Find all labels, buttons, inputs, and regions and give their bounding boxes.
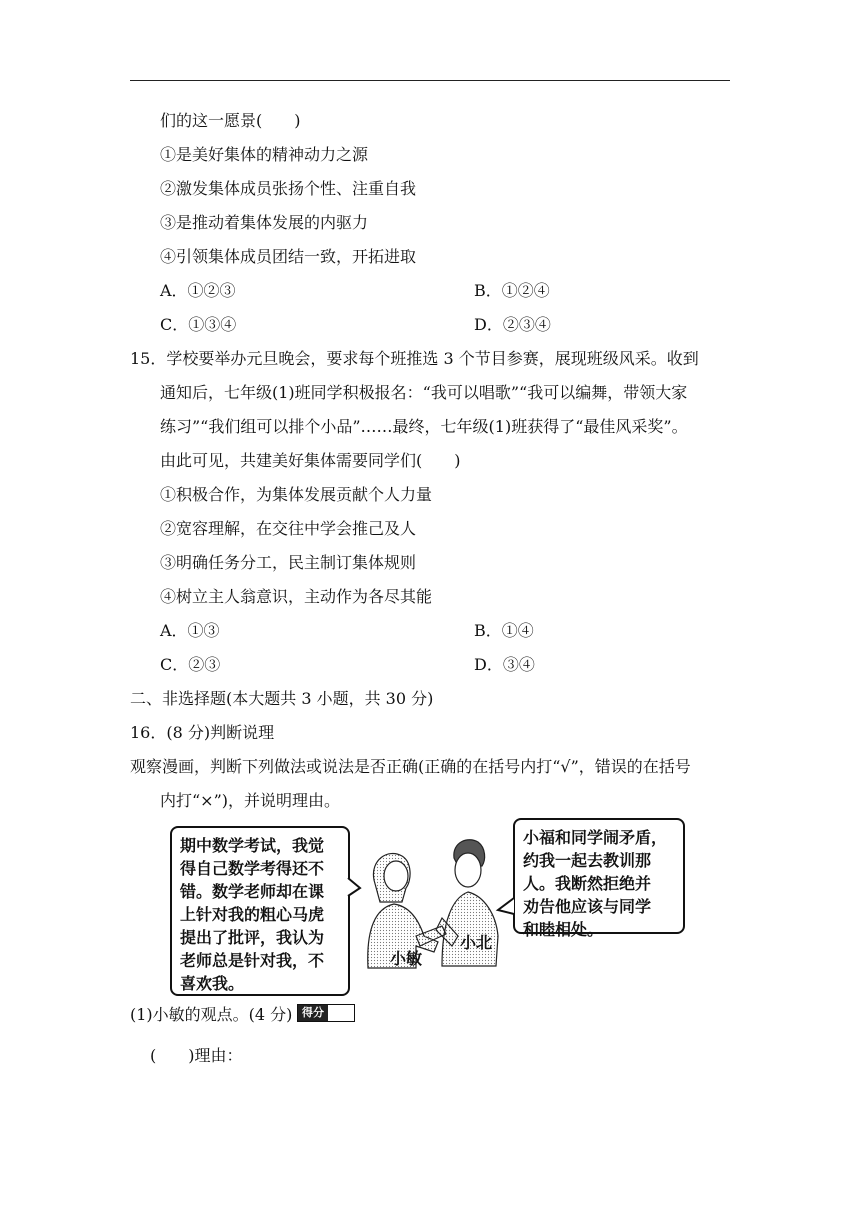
section-heading: 二、非选择题(本大题共 3 小题，共 30 分) bbox=[130, 689, 434, 708]
score-label: 得分 bbox=[298, 1005, 328, 1021]
q14-item-2: ②激发集体成员张扬个性、注重自我 bbox=[160, 179, 417, 198]
q16-instruction-line-2: 内打“×”)，并说明理由。 bbox=[160, 791, 341, 810]
q15-item-3: ③明确任务分工，民主制订集体规则 bbox=[160, 553, 417, 572]
q14-option-d: D．②③④ bbox=[474, 315, 551, 334]
q15-option-c: C．②③ bbox=[160, 655, 221, 674]
q14-option-a: A．①②③ bbox=[160, 281, 236, 300]
q15-item-2: ②宽容理解，在交往中学会推己及人 bbox=[160, 519, 417, 538]
speech-bubble-xiaomin: 期中数学考试，我觉 得自己数学考得还不 错。数学老师却在课 上针对我的粗心马虎 提出了批评，我认为 老师总是针对我，不 喜欢我。 bbox=[170, 826, 350, 996]
q15-stem-line-4: 由此可见，共建美好集体需要同学们( ) bbox=[160, 451, 461, 470]
left-bubble-tail bbox=[348, 878, 360, 896]
name-label-xiaomin: 小敏 bbox=[390, 949, 423, 968]
q15-stem-line-2: 通知后，七年级(1)班同学积极报名：“我可以唱歌”“我可以编舞，带领大家 bbox=[160, 383, 688, 402]
q15-item-4: ④树立主人翁意识，主动作为各尽其能 bbox=[160, 587, 433, 606]
q15-stem-line-3: 练习”“我们组可以排个小品”……最终，七年级(1)班获得了“最佳风采奖”。 bbox=[160, 417, 688, 436]
q15-option-b: B．①④ bbox=[474, 621, 534, 640]
q15-option-d: D．③④ bbox=[474, 655, 535, 674]
speech-bubble-xiaobei: 小福和同学闹矛盾， 约我一起去教训那 人。我断然拒绝并 劝告他应该与同学 和睦相处。 bbox=[513, 818, 685, 934]
q14-option-b: B．①②④ bbox=[474, 281, 550, 300]
q16-instruction-line-1: 观察漫画，判断下列做法或说法是否正确(正确的在括号内打“√”，错误的在括号 bbox=[130, 757, 691, 776]
q14-stem-tail: 们的这一愿景( ) bbox=[160, 111, 301, 130]
q14-item-3: ③是推动着集体发展的内驱力 bbox=[160, 213, 369, 232]
q16-reason-line[interactable]: ( )理由： bbox=[150, 1046, 243, 1065]
cartoon-figures bbox=[346, 818, 516, 996]
score-blank[interactable] bbox=[328, 1005, 354, 1021]
q15-item-1: ①积极合作，为集体发展贡献个人力量 bbox=[160, 485, 433, 504]
q15-option-a: A．①③ bbox=[160, 621, 220, 640]
cartoon-illustration bbox=[170, 818, 685, 996]
q14-item-4: ④引领集体成员团结一致，开拓进取 bbox=[160, 247, 417, 266]
q16-title: 16．(8 分)判断说理 bbox=[130, 723, 275, 742]
name-label-xiaobei: 小北 bbox=[460, 933, 493, 952]
right-bubble-tail bbox=[498, 898, 514, 914]
q16-sub1: (1)小敏的观点。(4 分) bbox=[130, 1005, 293, 1024]
q15-stem-line-1: 15．学校要举办元旦晚会，要求每个班推选 3 个节目参赛，展现班级风采。收到 bbox=[130, 349, 699, 368]
q14-item-1: ①是美好集体的精神动力之源 bbox=[160, 145, 369, 164]
header-rule bbox=[130, 80, 730, 81]
q14-option-c: C．①③④ bbox=[160, 315, 237, 334]
score-box[interactable] bbox=[297, 1004, 355, 1022]
